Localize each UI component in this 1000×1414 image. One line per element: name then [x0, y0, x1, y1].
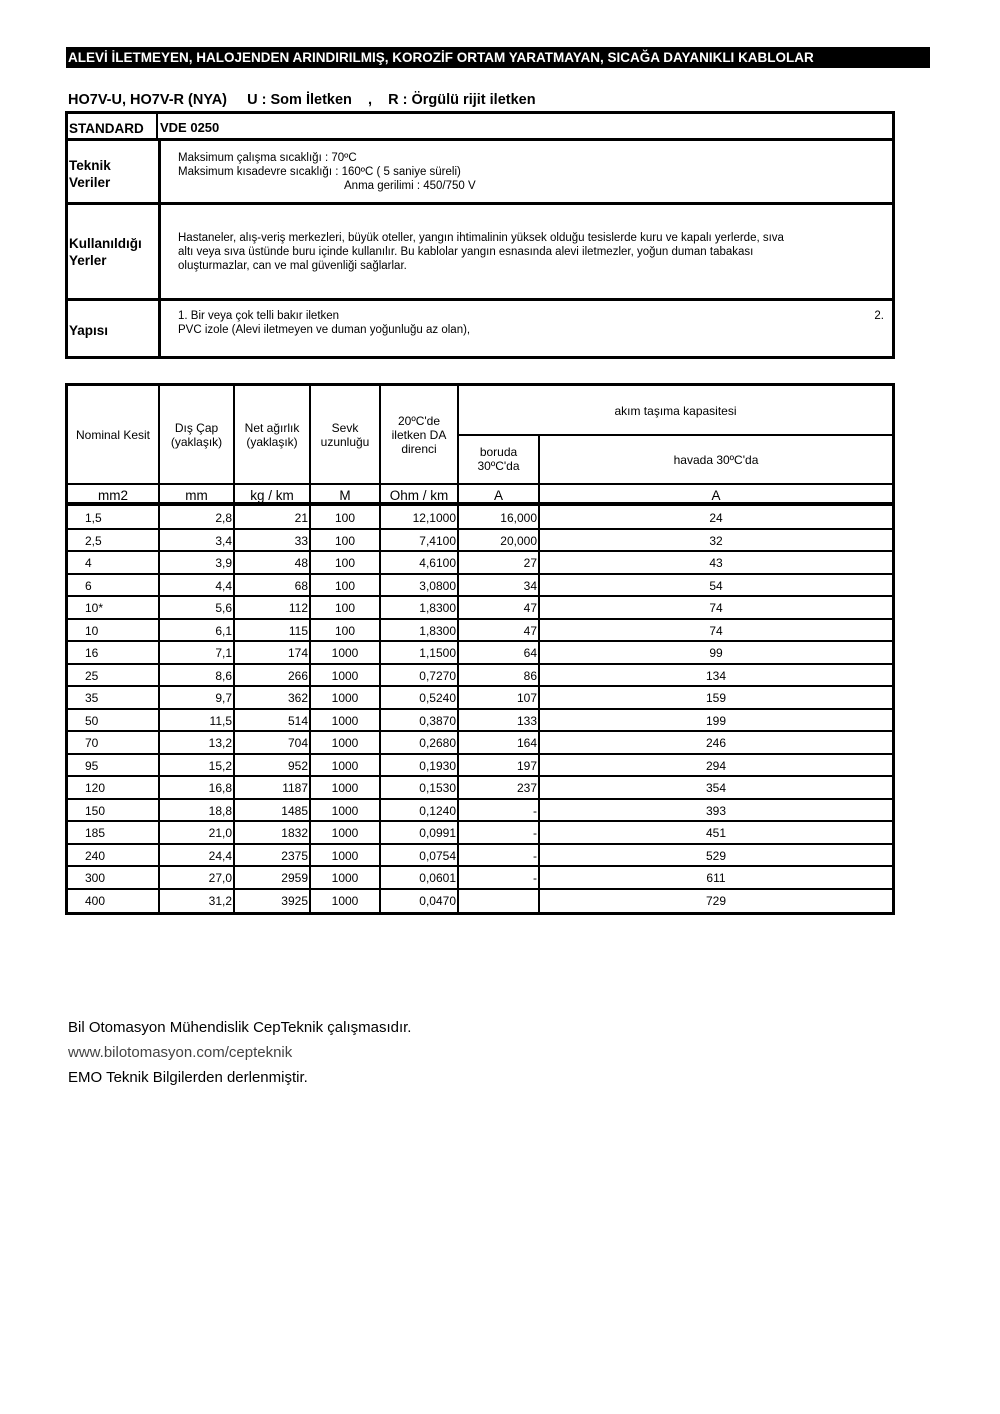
- havada-cell: 54: [709, 578, 723, 593]
- header-sevk: Sevk uzunluğu: [320, 421, 370, 449]
- kullanim-line-3: oluşturmazlar, can ve mal güvenliği sağlarlar.: [178, 260, 407, 272]
- dis-cap-cell: 11,5: [209, 713, 232, 728]
- sevk-cell: 100: [334, 511, 356, 525]
- table-row: [68, 799, 892, 822]
- agirlik-cell: 2375: [281, 848, 308, 863]
- sevk-cell: 1000: [331, 803, 359, 818]
- kullanim-line-1: Hastaneler, alış-veriş merkezleri, büyük oteller, yangın ihtimalinin yüksek olduğu tesislerde kuru ve kapalı yerlerde, sıva: [178, 232, 784, 244]
- table-row: [68, 821, 892, 844]
- table-row: [68, 754, 892, 777]
- nominal-cell: 185: [85, 826, 106, 840]
- direnc-cell: 0,1530: [419, 781, 456, 795]
- nominal-cell: 300: [85, 871, 106, 885]
- sevk-cell: 100: [334, 533, 356, 548]
- nominal-cell: 50: [85, 713, 99, 728]
- table-row: [68, 844, 892, 867]
- boruda-cell: 47: [523, 623, 537, 638]
- sevk-cell: 100: [334, 556, 356, 570]
- table-row: [68, 641, 892, 664]
- standard-row: [68, 114, 892, 138]
- direnc-cell: 0,0470: [419, 893, 456, 908]
- agirlik-cell: 68: [294, 578, 308, 593]
- sevk-cell: 100: [334, 601, 356, 615]
- dis-cap-cell: 6,1: [215, 623, 232, 638]
- sevk-cell: 1000: [331, 871, 359, 885]
- footer-source: EMO Teknik Bilgilerden derlenmiştir.: [68, 1069, 308, 1086]
- table-row: [68, 619, 892, 642]
- direnc-cell: 0,3870: [419, 713, 456, 728]
- boruda-cell: 164: [516, 736, 537, 750]
- boruda-cell: 107: [516, 691, 537, 705]
- agirlik-cell: 21: [294, 511, 308, 525]
- table-row: [68, 506, 892, 529]
- boruda-cell: 133: [516, 713, 537, 728]
- nominal-cell: 6: [85, 578, 92, 593]
- table-row: [68, 686, 892, 709]
- cable-spec-table: [65, 383, 895, 915]
- agirlik-cell: 1832: [281, 826, 308, 840]
- boruda-cell: 34: [523, 578, 537, 593]
- havada-cell: 729: [705, 893, 727, 908]
- nominal-cell: 240: [85, 848, 106, 863]
- unit-nominal: mm2: [98, 488, 128, 503]
- header-dis-cap: Dış Çap (yaklaşık): [170, 421, 223, 449]
- havada-cell: 611: [706, 871, 726, 885]
- info-box: [65, 111, 895, 359]
- direnc-cell: 0,0754: [419, 848, 456, 863]
- footer-credit: Bil Otomasyon Mühendislik CepTeknik çalışmasıdır.: [68, 1019, 412, 1036]
- boruda-cell: 27: [523, 556, 537, 570]
- header-direnc: 20ºC'de iletken DA direnci: [391, 414, 447, 456]
- dis-cap-cell: 3,9: [215, 556, 232, 570]
- dis-cap-cell: 18,8: [208, 803, 232, 818]
- nominal-cell: 1,5: [85, 511, 102, 525]
- direnc-cell: 0,2680: [419, 736, 456, 750]
- yapi-line-2: PVC izole (Alevi iletmeyen ve duman yoğunluğu az olan),: [178, 324, 471, 336]
- direnc-cell: 0,1930: [419, 758, 456, 773]
- unit-havada: A: [711, 488, 721, 503]
- page-banner: ALEVİ İLETMEYEN, HALOJENDEN ARINDIRILMIŞ, KOROZİF ORTAM YARATMAYAN, SICAĞA DAYANIKLI KABLOLAR: [66, 47, 930, 68]
- havada-cell: 24: [709, 511, 723, 525]
- sevk-cell: 1000: [331, 848, 359, 863]
- header-havada: havada 30ºC'da: [673, 453, 759, 467]
- standard-value: VDE 0250: [160, 120, 220, 135]
- nominal-cell: 2,5: [85, 533, 102, 548]
- havada-cell: 134: [705, 668, 727, 683]
- sevk-cell: 1000: [331, 668, 359, 683]
- nominal-cell: 35: [85, 691, 99, 705]
- boruda-cell: 64: [523, 646, 537, 660]
- nominal-cell: 10*: [85, 601, 104, 615]
- dis-cap-cell: 7,1: [215, 646, 232, 660]
- table-row: [68, 664, 892, 687]
- table-row: [68, 709, 892, 732]
- dis-cap-cell: 9,7: [215, 691, 232, 705]
- boruda-cell: 20,000: [500, 533, 537, 548]
- havada-cell: 529: [705, 848, 727, 863]
- havada-cell: 199: [705, 713, 727, 728]
- direnc-cell: 4,6100: [419, 556, 456, 570]
- kullanim-label: Kullanıldığı Yerler: [69, 236, 142, 268]
- boruda-cell: 16,000: [500, 511, 537, 525]
- unit-sevk: M: [339, 488, 351, 503]
- sevk-cell: 1000: [331, 781, 359, 795]
- agirlik-cell: 112: [288, 601, 308, 615]
- havada-cell: 246: [705, 736, 727, 750]
- nominal-cell: 25: [85, 668, 99, 683]
- direnc-cell: 3,0800: [419, 578, 456, 593]
- teknik-line-2: Maksimum kısadevre sıcaklığı : 160ºC ( 5 saniye süreli): [178, 166, 461, 178]
- teknik-line-1: Maksimum çalışma sıcaklığı : 70ºC: [178, 152, 357, 164]
- agirlik-cell: 266: [287, 668, 308, 683]
- kullanim-line-2: altı veya sıva üstünde buru içinde kullanılır. Bu kablolar yangın esnasında alevi iletmezler, yoğun duman tabakası: [178, 246, 754, 258]
- dis-cap-cell: 27,0: [208, 871, 232, 885]
- sevk-cell: 1000: [331, 691, 359, 705]
- table-row: [68, 889, 892, 912]
- agirlik-cell: 952: [287, 758, 308, 773]
- boruda-cell: 47: [523, 601, 537, 615]
- sevk-cell: 1000: [331, 646, 359, 660]
- boruda-cell: -: [533, 826, 537, 840]
- unit-agirlik: kg / km: [250, 488, 294, 503]
- nominal-cell: 95: [85, 758, 99, 773]
- havada-cell: 294: [705, 758, 727, 773]
- dis-cap-cell: 5,6: [215, 601, 232, 615]
- direnc-cell: 0,1240: [419, 803, 456, 818]
- havada-cell: 451: [705, 826, 727, 840]
- havada-cell: 393: [705, 803, 727, 818]
- direnc-cell: 1,8300: [419, 601, 456, 615]
- agirlik-cell: 2959: [281, 871, 308, 885]
- yapi-num-2: 2.: [874, 310, 884, 322]
- teknik-label: Teknik Veriler: [69, 158, 111, 190]
- boruda-cell: -: [533, 803, 537, 818]
- footer-url[interactable]: www.bilotomasyon.com/cepteknik: [68, 1044, 293, 1061]
- havada-cell: 43: [709, 556, 723, 570]
- header-agirlik: Net ağırlık (yaklaşık): [244, 421, 300, 449]
- direnc-cell: 7,4100: [419, 533, 456, 548]
- nominal-cell: 10: [85, 623, 99, 638]
- sevk-cell: 100: [334, 578, 356, 593]
- header-boruda: boruda 30ºC'da: [477, 445, 520, 473]
- havada-cell: 74: [709, 623, 723, 638]
- dis-cap-cell: 31,2: [208, 893, 232, 908]
- dis-cap-cell: 2,8: [215, 511, 232, 525]
- agirlik-cell: 1485: [281, 803, 308, 818]
- table-row: [68, 776, 892, 799]
- sevk-cell: 1000: [331, 826, 359, 840]
- direnc-cell: 1,1500: [419, 646, 456, 660]
- agirlik-cell: 3925: [281, 893, 308, 908]
- dis-cap-cell: 21,0: [208, 826, 232, 840]
- sevk-cell: 1000: [331, 893, 359, 908]
- yapi-label: Yapısı: [69, 323, 109, 338]
- table-row: [68, 529, 892, 552]
- boruda-cell: 197: [516, 758, 537, 773]
- direnc-cell: 12,1000: [412, 511, 456, 525]
- dis-cap-cell: 15,2: [208, 758, 232, 773]
- havada-cell: 159: [705, 691, 727, 705]
- agirlik-cell: 362: [287, 691, 308, 705]
- table-row: [68, 731, 892, 754]
- agirlik-cell: 115: [288, 623, 308, 638]
- table-row: [68, 596, 892, 619]
- agirlik-cell: 1187: [282, 781, 308, 795]
- agirlik-cell: 514: [287, 713, 308, 728]
- standard-label: STANDARD: [69, 121, 144, 136]
- nominal-cell: 120: [85, 781, 106, 795]
- unit-boruda: A: [493, 488, 503, 503]
- boruda-cell: -: [533, 848, 537, 863]
- yapi-line-1: 1. Bir veya çok telli bakır iletken: [178, 310, 340, 322]
- dis-cap-cell: 16,8: [208, 781, 232, 795]
- header-akim: akım taşıma kapasitesi: [614, 404, 737, 418]
- nominal-cell: 150: [85, 803, 106, 818]
- nominal-cell: 4: [85, 556, 92, 570]
- dis-cap-cell: 4,4: [215, 578, 232, 593]
- direnc-cell: 0,5240: [419, 691, 456, 705]
- havada-cell: 99: [709, 646, 723, 660]
- havada-cell: 74: [709, 601, 723, 615]
- dis-cap-cell: 13,2: [208, 736, 232, 750]
- sevk-cell: 1000: [331, 758, 359, 773]
- agirlik-cell: 704: [287, 736, 308, 750]
- unit-direnc: Ohm / km: [389, 488, 449, 503]
- header-nominal: Nominal Kesit: [75, 428, 151, 442]
- nominal-cell: 400: [85, 893, 106, 908]
- havada-cell: 32: [709, 533, 723, 548]
- dis-cap-cell: 3,4: [215, 533, 232, 548]
- agirlik-cell: 33: [294, 533, 308, 548]
- nominal-cell: 70: [85, 736, 99, 750]
- agirlik-cell: 48: [294, 556, 308, 570]
- direnc-cell: 0,0601: [419, 871, 456, 885]
- direnc-cell: 1,8300: [419, 623, 456, 638]
- table-row: [68, 574, 892, 597]
- teknik-line-3: Anma gerilimi : 450/750 V: [344, 180, 476, 192]
- boruda-cell: 86: [523, 668, 537, 683]
- boruda-cell: [459, 889, 538, 912]
- direnc-cell: 0,7270: [419, 668, 456, 683]
- table-row: [68, 866, 892, 889]
- boruda-cell: 237: [516, 781, 537, 795]
- dis-cap-cell: 8,6: [215, 668, 232, 683]
- direnc-cell: 0,0991: [419, 826, 456, 840]
- dis-cap-cell: 24,4: [208, 848, 232, 863]
- havada-cell: 354: [705, 781, 727, 795]
- sevk-cell: 1000: [331, 736, 359, 750]
- sevk-cell: 1000: [331, 713, 359, 728]
- nominal-cell: 16: [85, 646, 99, 660]
- agirlik-cell: 174: [287, 646, 308, 660]
- table-row: [68, 551, 892, 574]
- sevk-cell: 100: [334, 623, 356, 638]
- boruda-cell: -: [533, 871, 537, 885]
- cable-type-subtitle: HO7V-U, HO7V-R (NYA) U : Som İletken , R : Örgülü rijit iletken: [68, 92, 536, 108]
- unit-dis-cap: mm: [185, 488, 208, 503]
